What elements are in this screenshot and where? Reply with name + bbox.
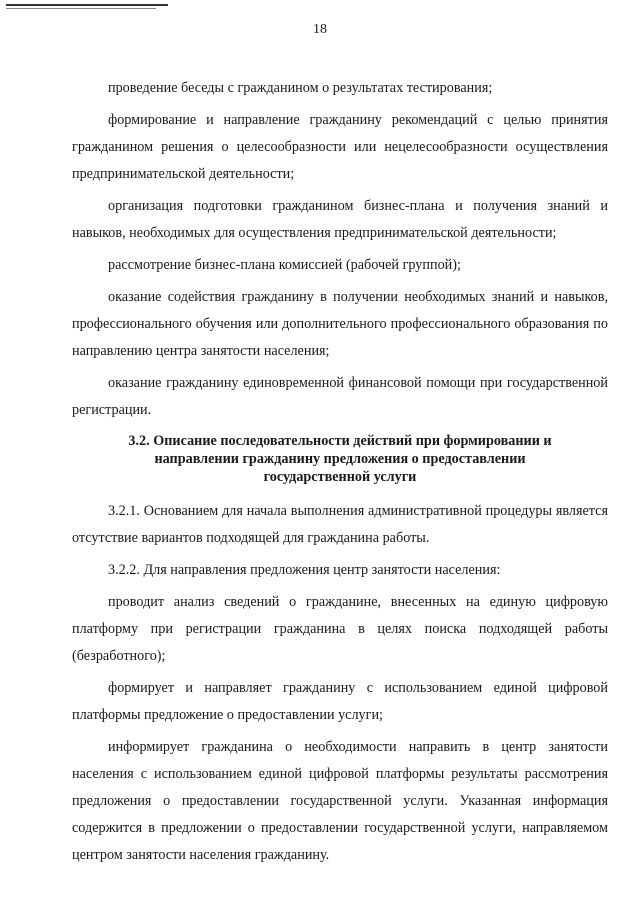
section-heading: 3.2. Описание последовательности действий при формировании и направлении гражданину предложения о предоставлении государственной услуги bbox=[128, 433, 552, 485]
paragraph: рассмотрение бизнес-плана комиссией (рабочей группой); bbox=[108, 257, 461, 273]
paragraph: формирует и направляет гражданину с использованием единой цифровой платформы предложение о предоставлении услуги; bbox=[72, 680, 608, 723]
paragraph: 3.2.1. Основанием для начала выполнения административной процедуры является отсутствие вариантов подходящей для гражданина работы. bbox=[72, 503, 608, 546]
paragraph: 3.2.2. Для направления предложения центр занятости населения: bbox=[108, 562, 501, 578]
header-rule bbox=[6, 4, 168, 6]
document-body bbox=[72, 75, 608, 874]
paragraph: оказание содействия гражданину в получении необходимых знаний и навыков, профессионального обучения или дополнительного профессионального образования по направлению центра занятости населения; bbox=[72, 289, 608, 359]
paragraph: проводит анализ сведений о гражданине, внесенных на единую цифровую платформу при регистрации гражданина в целях поиска подходящей работы (безработного); bbox=[72, 594, 608, 664]
paragraph: оказание гражданину единовременной финансовой помощи при государственной регистрации. bbox=[72, 375, 608, 418]
paragraph: формирование и направление гражданину рекомендаций с целью принятия гражданином решения о целесообразности или нецелесообразности осуществления предпринимательской деятельности; bbox=[72, 112, 608, 182]
paragraph: информирует гражданина о необходимости направить в центр занятости населения с использованием единой цифровой платформы результаты рассмотрения предложения о предоставлении государственной услуги. Указанная информация содержится в предложении о предоставлении государственной услуги, направляемом центром занятости населения гражданину. bbox=[72, 739, 608, 863]
header-rule-thin bbox=[6, 8, 156, 9]
paragraph: проведение беседы с гражданином о результатах тестирования; bbox=[108, 80, 493, 96]
page-number: 18 bbox=[313, 22, 327, 37]
paragraph: организация подготовки гражданином бизнес-плана и получения знаний и навыков, необходимых для осуществления предпринимательской деятельности; bbox=[72, 198, 608, 241]
